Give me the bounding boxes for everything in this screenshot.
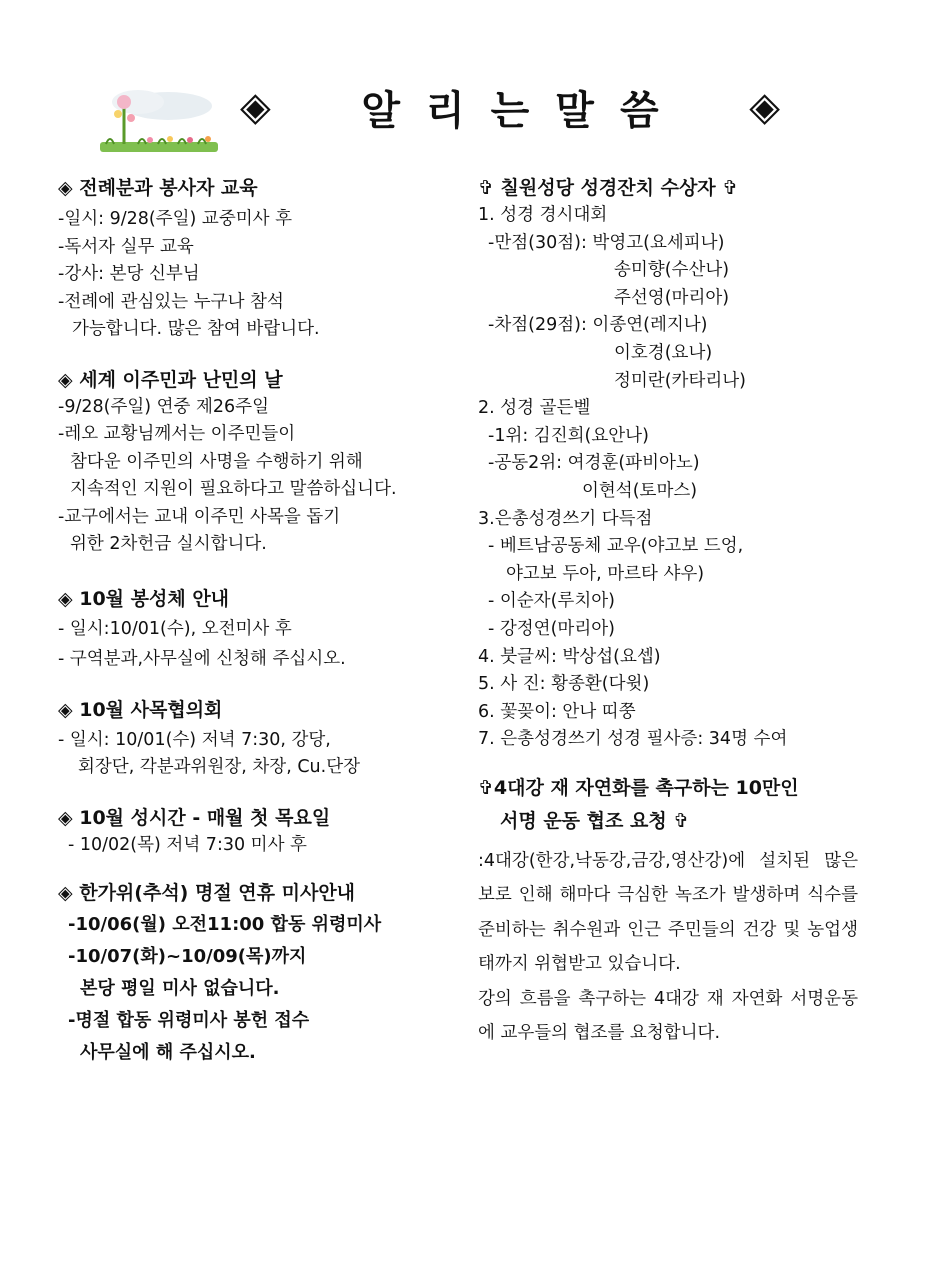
notice-line: - 구역분과,사무실에 신청해 주십시오.	[58, 649, 346, 669]
winner-line: 5. 사 진: 황종환(다윗)	[478, 674, 650, 695]
notice-holy-hour	[58, 804, 458, 860]
petition-paragraph: :4대강(한강,낙동강,금강,영산강)에 설치된 많은 보로 인해 해마다 극심한 녹조가 발생하며 식수를 준비하는 취수원과 인근 주민들의 건강 및 농업생태까지 위협받고 있습니다.	[478, 850, 858, 975]
section-heading: ◈ 전례분과 봉사자 교육	[58, 177, 258, 199]
notice-communion-visit	[58, 585, 458, 674]
notice-pastoral-council	[58, 696, 458, 782]
section-heading: ◈ 한가위(추석) 명절 연휴 미사안내	[58, 882, 356, 904]
winner-line: 송미향(수산나)	[614, 260, 730, 281]
notice-line: 회장단, 각분과위원장, 차장, Cu.단장	[78, 757, 361, 777]
left-column	[58, 170, 458, 1069]
notice-line: -10/07(화)~10/09(목)까지	[68, 946, 307, 967]
winner-line: 이현석(토마스)	[582, 480, 698, 501]
notice-line: - 일시:10/01(수), 오전미사 후	[58, 618, 292, 639]
notice-line: -독서자 실무 교육	[58, 236, 194, 257]
notice-line: -강사: 본당 신부님	[58, 264, 200, 284]
notice-line: 사무실에 해 주십시오.	[80, 1042, 256, 1063]
winner-line: -1위: 김진희(요안나)	[488, 425, 649, 446]
winner-line: -만점(30점): 박영고(요세피나)	[488, 232, 725, 253]
diamond-left-icon: ◈	[240, 84, 271, 130]
section-heading: ✞4대강 재 자연화를 촉구하는 10만인	[478, 776, 799, 799]
diamond-right-icon: ◈	[749, 84, 780, 130]
winner-line: - 이순자(루치아)	[488, 591, 615, 612]
winner-line: - 베트남공동체 교우(야고보 드엉,	[488, 536, 744, 557]
section-heading: ◈ 10월 사목협의회	[58, 698, 223, 721]
notice-line: 지속적인 지원이 필요하다고 말씀하십니다.	[70, 479, 397, 499]
winner-line: 7. 은총성경쓰기 성경 필사증: 34명 수여	[478, 729, 788, 750]
notice-line: -명절 합동 위령미사 봉헌 접수	[68, 1010, 310, 1031]
winner-line: -공동2위: 여경훈(파비아노)	[488, 453, 700, 474]
notice-line: 가능합니다. 많은 참여 바랍니다.	[72, 319, 320, 339]
section-heading: ◈ 세계 이주민과 난민의 날	[58, 368, 283, 391]
bible-festival-winners	[478, 174, 858, 754]
winner-line: 4. 붓글씨: 박상섭(요셉)	[478, 646, 661, 667]
winner-line: 1. 성경 경시대회	[478, 205, 608, 225]
notice-line: -10/06(월) 오전11:00 합동 위령미사	[68, 914, 382, 935]
winner-line: 6. 꽃꽂이: 안나 띠쭝	[478, 701, 636, 722]
winner-line: 2. 성경 골든벨	[478, 398, 591, 419]
four-rivers-petition	[478, 772, 858, 1051]
notice-line: -일시: 9/28(주일) 교중미사 후	[58, 209, 292, 229]
winner-line: 야고보 두아, 마르타 샤우)	[506, 563, 705, 584]
page-title	[240, 72, 780, 142]
notice-line: -레오 교황님께서는 이주민들이	[58, 424, 296, 444]
section-heading-cont: 서명 운동 협조 요청 ✞	[500, 809, 690, 832]
petition-paragraph: 강의 흐름을 촉구하는 4대강 재 자연화 서명운동에 교우들의 협조를 요청합니다.	[478, 988, 858, 1044]
page-title-text: 알리는말씀	[361, 87, 685, 134]
section-heading: ◈ 10월 성시간 - 매월 첫 목요일	[58, 806, 331, 829]
notice-line: -전례에 관심있는 누구나 참석	[58, 291, 284, 312]
notice-line: - 일시: 10/01(수) 저녁 7:30, 강당,	[58, 729, 331, 750]
flower-garden-illustration	[98, 84, 220, 156]
notice-migrants-day	[58, 366, 458, 559]
notice-liturgy-training	[58, 174, 458, 344]
notice-line: 위한 2차헌금 실시합니다.	[70, 534, 267, 554]
winner-line: 3.은총성경쓰기 다득점	[478, 508, 653, 529]
winner-line: 주선영(마리아)	[614, 287, 730, 308]
notice-line: -교구에서는 교내 이주민 사목을 돕기	[58, 506, 341, 527]
header	[0, 0, 933, 160]
notice-line: 참다운 이주민의 사명을 수행하기 위해	[70, 451, 363, 472]
right-column	[478, 170, 858, 1051]
notice-chuseok-mass	[58, 879, 458, 1069]
winner-line: 정미란(카타리나)	[614, 370, 746, 391]
section-heading: ✞ 칠원성당 성경잔치 수상자 ✞	[478, 177, 739, 199]
winner-line: 이호경(요나)	[614, 342, 713, 363]
notice-line: 본당 평일 미사 없습니다.	[80, 978, 280, 999]
notice-line: -9/28(주일) 연중 제26주일	[58, 396, 269, 417]
winner-line: -차점(29점): 이종연(레지나)	[488, 315, 708, 336]
section-heading: ◈ 10월 봉성체 안내	[58, 587, 230, 610]
notice-line: - 10/02(목) 저녁 7:30 미사 후	[68, 834, 307, 855]
winner-line: - 강정연(마리아)	[488, 618, 615, 639]
